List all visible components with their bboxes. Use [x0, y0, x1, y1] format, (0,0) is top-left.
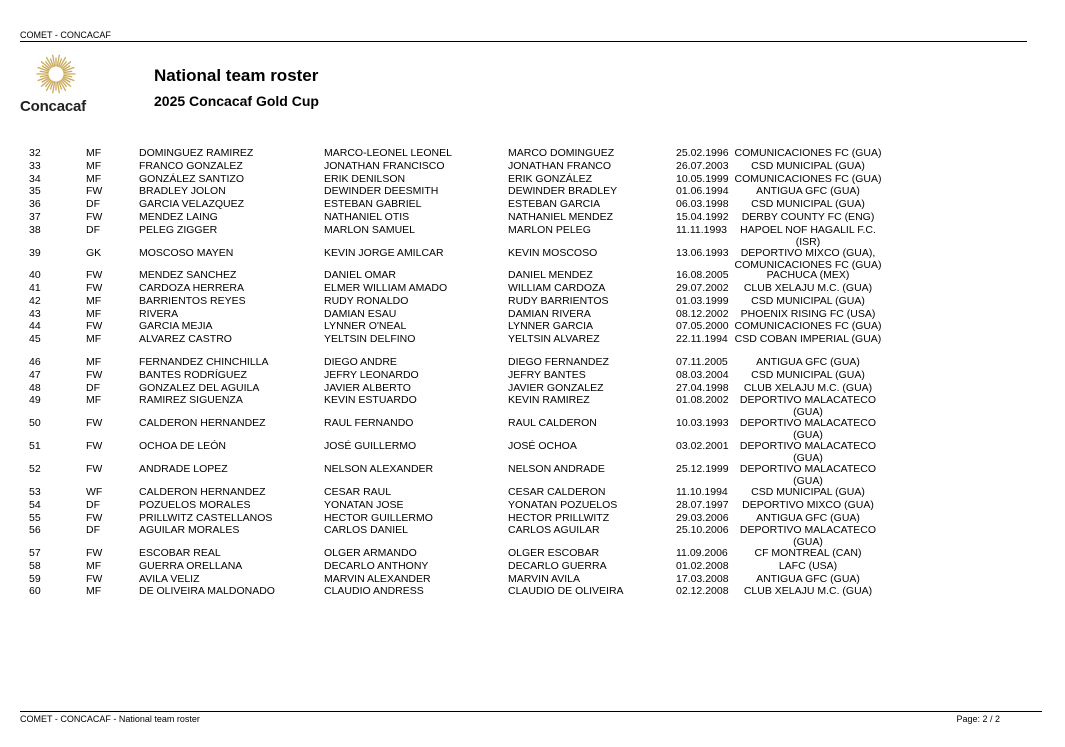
- cell-first: KEVIN JORGE AMILCAR: [324, 247, 444, 259]
- cell-dob: 13.06.1993: [676, 247, 729, 259]
- cell-club: DEPORTIVO MIXCO (GUA): [742, 499, 874, 511]
- header-org: COMET - CONCACAF: [20, 30, 111, 40]
- cell-last: BRADLEY JOLON: [139, 185, 226, 197]
- cell-dob: 15.04.1992: [676, 211, 729, 223]
- cell-shirt: JOSÉ OCHOA: [508, 440, 577, 452]
- cell-first: DECARLO ANTHONY: [324, 560, 429, 572]
- cell-pos: MF: [86, 160, 102, 172]
- cell-shirt: CARLOS AGUILAR: [508, 524, 600, 536]
- cell-pos: FW: [86, 417, 103, 429]
- cell-first: LYNNER O'NEAL: [324, 320, 407, 332]
- cell-shirt: JONATHAN FRANCO: [508, 160, 612, 172]
- cell-pos: FW: [86, 512, 103, 524]
- cell-first: JONATHAN FRANCISCO: [324, 160, 445, 172]
- footer-divider: [20, 711, 1042, 712]
- cell-club: DERBY COUNTY FC (ENG): [741, 211, 875, 223]
- cell-dob: 29.03.2006: [676, 512, 729, 524]
- cell-club: ANTIGUA GFC (GUA): [756, 512, 860, 524]
- cell-first: DAMIAN ESAU: [324, 308, 397, 320]
- cell-last: MENDEZ SANCHEZ: [139, 269, 237, 281]
- footer-title: COMET - CONCACAF - National team roster: [20, 714, 200, 724]
- cell-num: 50: [29, 417, 41, 429]
- cell-last: PELEG ZIGGER: [139, 224, 218, 236]
- cell-last: POZUELOS MORALES: [139, 499, 251, 511]
- cell-num: 51: [29, 440, 41, 452]
- cell-shirt: OLGER ESCOBAR: [508, 547, 600, 559]
- cell-club: DEPORTIVO MALACATECO (GUA): [739, 440, 877, 464]
- cell-last: GARCIA VELAZQUEZ: [139, 198, 245, 210]
- cell-club: COMUNICACIONES FC (GUA): [734, 147, 882, 159]
- cell-pos: FW: [86, 547, 103, 559]
- cell-last: PRILLWITZ CASTELLANOS: [139, 512, 273, 524]
- cell-pos: DF: [86, 198, 100, 210]
- cell-last: FERNANDEZ CHINCHILLA: [139, 356, 269, 368]
- cell-club: CF MONTREAL (CAN): [754, 547, 862, 559]
- cell-dob: 28.07.1997: [676, 499, 729, 511]
- cell-shirt: DEWINDER BRADLEY: [508, 185, 618, 197]
- cell-first: YONATAN JOSE: [324, 499, 404, 511]
- cell-dob: 17.03.2008: [676, 573, 729, 585]
- cell-last: DE OLIVEIRA MALDONADO: [139, 585, 275, 597]
- cell-last: BARRIENTOS REYES: [139, 295, 246, 307]
- cell-num: 55: [29, 512, 41, 524]
- cell-pos: GK: [86, 247, 102, 259]
- cell-first: DIEGO ANDRE: [324, 356, 397, 368]
- logo-wordmark: Concacaf: [20, 98, 86, 115]
- cell-dob: 25.10.2006: [676, 524, 729, 536]
- cell-pos: MF: [86, 585, 102, 597]
- cell-pos: DF: [86, 524, 100, 536]
- cell-shirt: DANIEL MENDEZ: [508, 269, 593, 281]
- cell-dob: 07.11.2005: [676, 356, 728, 368]
- cell-dob: 01.08.2002: [676, 394, 729, 406]
- cell-pos: MF: [86, 560, 102, 572]
- cell-num: 53: [29, 486, 41, 498]
- cell-pos: DF: [86, 382, 100, 394]
- cell-num: 37: [29, 211, 41, 223]
- cell-first: YELTSIN DELFINO: [324, 333, 416, 345]
- cell-club: CLUB XELAJU M.C. (GUA): [743, 282, 873, 294]
- cell-last: RIVERA: [139, 308, 179, 320]
- cell-last: GONZÁLEZ SANTIZO: [139, 173, 245, 185]
- cell-club: DEPORTIVO MALACATECO (GUA): [739, 524, 877, 548]
- cell-club: ANTIGUA GFC (GUA): [756, 356, 860, 368]
- cell-last: CALDERON HERNANDEZ: [139, 417, 266, 429]
- cell-last: MENDEZ LAING: [139, 211, 218, 223]
- page-number: Page: 2 / 2: [956, 714, 1000, 724]
- cell-dob: 11.11.1993: [676, 224, 727, 236]
- cell-pos: WF: [86, 486, 103, 498]
- cell-shirt: RUDY BARRIENTOS: [508, 295, 609, 307]
- cell-num: 48: [29, 382, 41, 394]
- cell-club: PACHUCA (MEX): [766, 269, 850, 281]
- cell-dob: 08.03.2004: [676, 369, 729, 381]
- cell-dob: 16.08.2005: [676, 269, 729, 281]
- cell-first: NELSON ALEXANDER: [324, 463, 434, 475]
- page-subtitle: 2025 Concacaf Gold Cup: [154, 93, 319, 109]
- cell-shirt: YELTSIN ALVAREZ: [508, 333, 600, 345]
- cell-num: 36: [29, 198, 41, 210]
- cell-club: DEPORTIVO MIXCO (GUA), COMUNICACIONES FC (GUA): [734, 247, 882, 271]
- cell-first: DEWINDER DEESMITH: [324, 185, 439, 197]
- cell-first: OLGER ARMANDO: [324, 547, 417, 559]
- cell-first: MARLON SAMUEL: [324, 224, 416, 236]
- cell-club: ANTIGUA GFC (GUA): [756, 185, 860, 197]
- cell-last: GUERRA ORELLANA: [139, 560, 243, 572]
- cell-last: ALVAREZ CASTRO: [139, 333, 232, 345]
- cell-last: GONZALEZ DEL AGUILA: [139, 382, 260, 394]
- cell-first: ERIK DENILSON: [324, 173, 406, 185]
- cell-pos: MF: [86, 147, 102, 159]
- cell-last: ESCOBAR REAL: [139, 547, 221, 559]
- cell-dob: 10.03.1993: [676, 417, 729, 429]
- cell-club: COMUNICACIONES FC (GUA): [734, 320, 882, 332]
- cell-dob: 07.05.2000: [676, 320, 729, 332]
- cell-first: RUDY RONALDO: [324, 295, 409, 307]
- cell-shirt: HECTOR PRILLWITZ: [508, 512, 610, 524]
- cell-dob: 08.12.2002: [676, 308, 729, 320]
- cell-last: OCHOA DE LEÓN: [139, 440, 226, 452]
- cell-shirt: RAUL CALDERON: [508, 417, 597, 429]
- cell-dob: 22.11.1994: [676, 333, 728, 345]
- cell-num: 49: [29, 394, 41, 406]
- cell-first: HECTOR GUILLERMO: [324, 512, 433, 524]
- cell-num: 33: [29, 160, 41, 172]
- cell-dob: 25.12.1999: [676, 463, 729, 475]
- page-title: National team roster: [154, 66, 319, 85]
- cell-num: 39: [29, 247, 41, 259]
- cell-dob: 27.04.1998: [676, 382, 729, 394]
- cell-first: DANIEL OMAR: [324, 269, 396, 281]
- cell-shirt: NATHANIEL MENDEZ: [508, 211, 614, 223]
- cell-shirt: CESAR CALDERON: [508, 486, 606, 498]
- cell-last: MOSCOSO MAYEN: [139, 247, 234, 259]
- cell-num: 38: [29, 224, 41, 236]
- cell-shirt: DECARLO GUERRA: [508, 560, 607, 572]
- cell-club: CLUB XELAJU M.C. (GUA): [743, 585, 873, 597]
- cell-pos: MF: [86, 173, 102, 185]
- cell-num: 40: [29, 269, 41, 281]
- cell-club: ANTIGUA GFC (GUA): [756, 573, 860, 585]
- cell-shirt: MARCO DOMINGUEZ: [508, 147, 615, 159]
- cell-num: 42: [29, 295, 41, 307]
- cell-pos: MF: [86, 308, 102, 320]
- cell-shirt: YONATAN POZUELOS: [508, 499, 618, 511]
- cell-shirt: KEVIN RAMIREZ: [508, 394, 590, 406]
- cell-num: 43: [29, 308, 41, 320]
- cell-pos: DF: [86, 499, 100, 511]
- cell-shirt: DIEGO FERNANDEZ: [508, 356, 609, 368]
- cell-last: CALDERON HERNANDEZ: [139, 486, 266, 498]
- cell-dob: 29.07.2002: [676, 282, 729, 294]
- cell-shirt: MARLON PELEG: [508, 224, 591, 236]
- cell-club: CSD MUNICIPAL (GUA): [751, 369, 865, 381]
- cell-pos: MF: [86, 333, 102, 345]
- cell-pos: FW: [86, 282, 103, 294]
- cell-shirt: JEFRY BANTES: [508, 369, 586, 381]
- cell-shirt: MARVIN AVILA: [508, 573, 580, 585]
- cell-first: ELMER WILLIAM AMADO: [324, 282, 448, 294]
- cell-dob: 25.02.1996: [676, 147, 729, 159]
- cell-first: CESAR RAUL: [324, 486, 392, 498]
- cell-first: KEVIN ESTUARDO: [324, 394, 417, 406]
- cell-club: COMUNICACIONES FC (GUA): [734, 173, 882, 185]
- cell-pos: FW: [86, 369, 103, 381]
- cell-num: 56: [29, 524, 41, 536]
- cell-first: MARCO-LEONEL LEONEL: [324, 147, 452, 159]
- cell-shirt: ESTEBAN GARCIA: [508, 198, 601, 210]
- cell-shirt: KEVIN MOSCOSO: [508, 247, 598, 259]
- cell-club: DEPORTIVO MALACATECO (GUA): [739, 463, 877, 487]
- cell-last: CARDOZA HERRERA: [139, 282, 245, 294]
- cell-club: CLUB XELAJU M.C. (GUA): [743, 382, 873, 394]
- cell-first: ESTEBAN GABRIEL: [324, 198, 422, 210]
- cell-first: MARVIN ALEXANDER: [324, 573, 431, 585]
- cell-first: JOSÉ GUILLERMO: [324, 440, 417, 452]
- cell-dob: 11.10.1994: [676, 486, 728, 498]
- cell-dob: 01.03.1999: [676, 295, 729, 307]
- cell-dob: 26.07.2003: [676, 160, 729, 172]
- cell-num: 44: [29, 320, 41, 332]
- cell-last: AGUILAR MORALES: [139, 524, 240, 536]
- cell-num: 60: [29, 585, 41, 597]
- cell-num: 58: [29, 560, 41, 572]
- cell-pos: FW: [86, 440, 103, 452]
- cell-dob: 02.12.2008: [676, 585, 729, 597]
- cell-dob: 03.02.2001: [676, 440, 729, 452]
- cell-dob: 10.05.1999: [676, 173, 729, 185]
- cell-first: NATHANIEL OTIS: [324, 211, 410, 223]
- cell-pos: FW: [86, 320, 103, 332]
- cell-num: 34: [29, 173, 41, 185]
- cell-dob: 01.06.1994: [676, 185, 729, 197]
- cell-num: 59: [29, 573, 41, 585]
- cell-last: RAMIREZ SIGUENZA: [139, 394, 243, 406]
- cell-dob: 06.03.1998: [676, 198, 729, 210]
- cell-club: DEPORTIVO MALACATECO (GUA): [739, 417, 877, 441]
- cell-first: JAVIER ALBERTO: [324, 382, 411, 394]
- cell-last: FRANCO GONZALEZ: [139, 160, 243, 172]
- cell-club: HAPOEL NOF HAGALIL F.C. (ISR): [740, 224, 876, 248]
- cell-first: CARLOS DANIEL: [324, 524, 409, 536]
- cell-pos: DF: [86, 224, 100, 236]
- cell-club: CSD MUNICIPAL (GUA): [751, 198, 865, 210]
- cell-num: 57: [29, 547, 41, 559]
- cell-shirt: JAVIER GONZALEZ: [508, 382, 604, 394]
- cell-pos: FW: [86, 269, 103, 281]
- cell-pos: MF: [86, 356, 102, 368]
- cell-shirt: DAMIAN RIVERA: [508, 308, 591, 320]
- cell-num: 41: [29, 282, 41, 294]
- cell-club: PHOENIX RISING FC (USA): [740, 308, 876, 320]
- cell-num: 47: [29, 369, 41, 381]
- cell-num: 32: [29, 147, 41, 159]
- cell-pos: FW: [86, 463, 103, 475]
- cell-club: LAFC (USA): [778, 560, 838, 572]
- cell-num: 45: [29, 333, 41, 345]
- cell-pos: MF: [86, 295, 102, 307]
- cell-dob: 01.02.2008: [676, 560, 729, 572]
- cell-shirt: CLAUDIO DE OLIVEIRA: [508, 585, 624, 597]
- cell-last: ANDRADE LOPEZ: [139, 463, 228, 475]
- cell-last: BANTES RODRÍGUEZ: [139, 369, 247, 381]
- cell-club: DEPORTIVO MALACATECO (GUA): [739, 394, 877, 418]
- cell-first: CLAUDIO ANDRESS: [324, 585, 424, 597]
- cell-last: GARCIA MEJIA: [139, 320, 213, 332]
- cell-shirt: WILLIAM CARDOZA: [508, 282, 606, 294]
- cell-last: AVILA VELIZ: [139, 573, 200, 585]
- cell-last: DOMINGUEZ RAMIREZ: [139, 147, 254, 159]
- cell-pos: MF: [86, 394, 102, 406]
- cell-club: CSD COBAN IMPERIAL (GUA): [734, 333, 882, 345]
- cell-num: 52: [29, 463, 41, 475]
- cell-shirt: ERIK GONZÁLEZ: [508, 173, 593, 185]
- cell-club: CSD MUNICIPAL (GUA): [751, 160, 865, 172]
- cell-pos: FW: [86, 573, 103, 585]
- cell-num: 35: [29, 185, 41, 197]
- cell-shirt: NELSON ANDRADE: [508, 463, 605, 475]
- cell-pos: FW: [86, 211, 103, 223]
- cell-num: 46: [29, 356, 41, 368]
- cell-shirt: LYNNER GARCIA: [508, 320, 593, 332]
- cell-dob: 11.09.2006: [676, 547, 728, 559]
- cell-first: JEFRY LEONARDO: [324, 369, 419, 381]
- cell-pos: FW: [86, 185, 103, 197]
- cell-num: 54: [29, 499, 41, 511]
- cell-club: CSD MUNICIPAL (GUA): [751, 295, 865, 307]
- cell-first: RAUL FERNANDO: [324, 417, 414, 429]
- cell-club: CSD MUNICIPAL (GUA): [751, 486, 865, 498]
